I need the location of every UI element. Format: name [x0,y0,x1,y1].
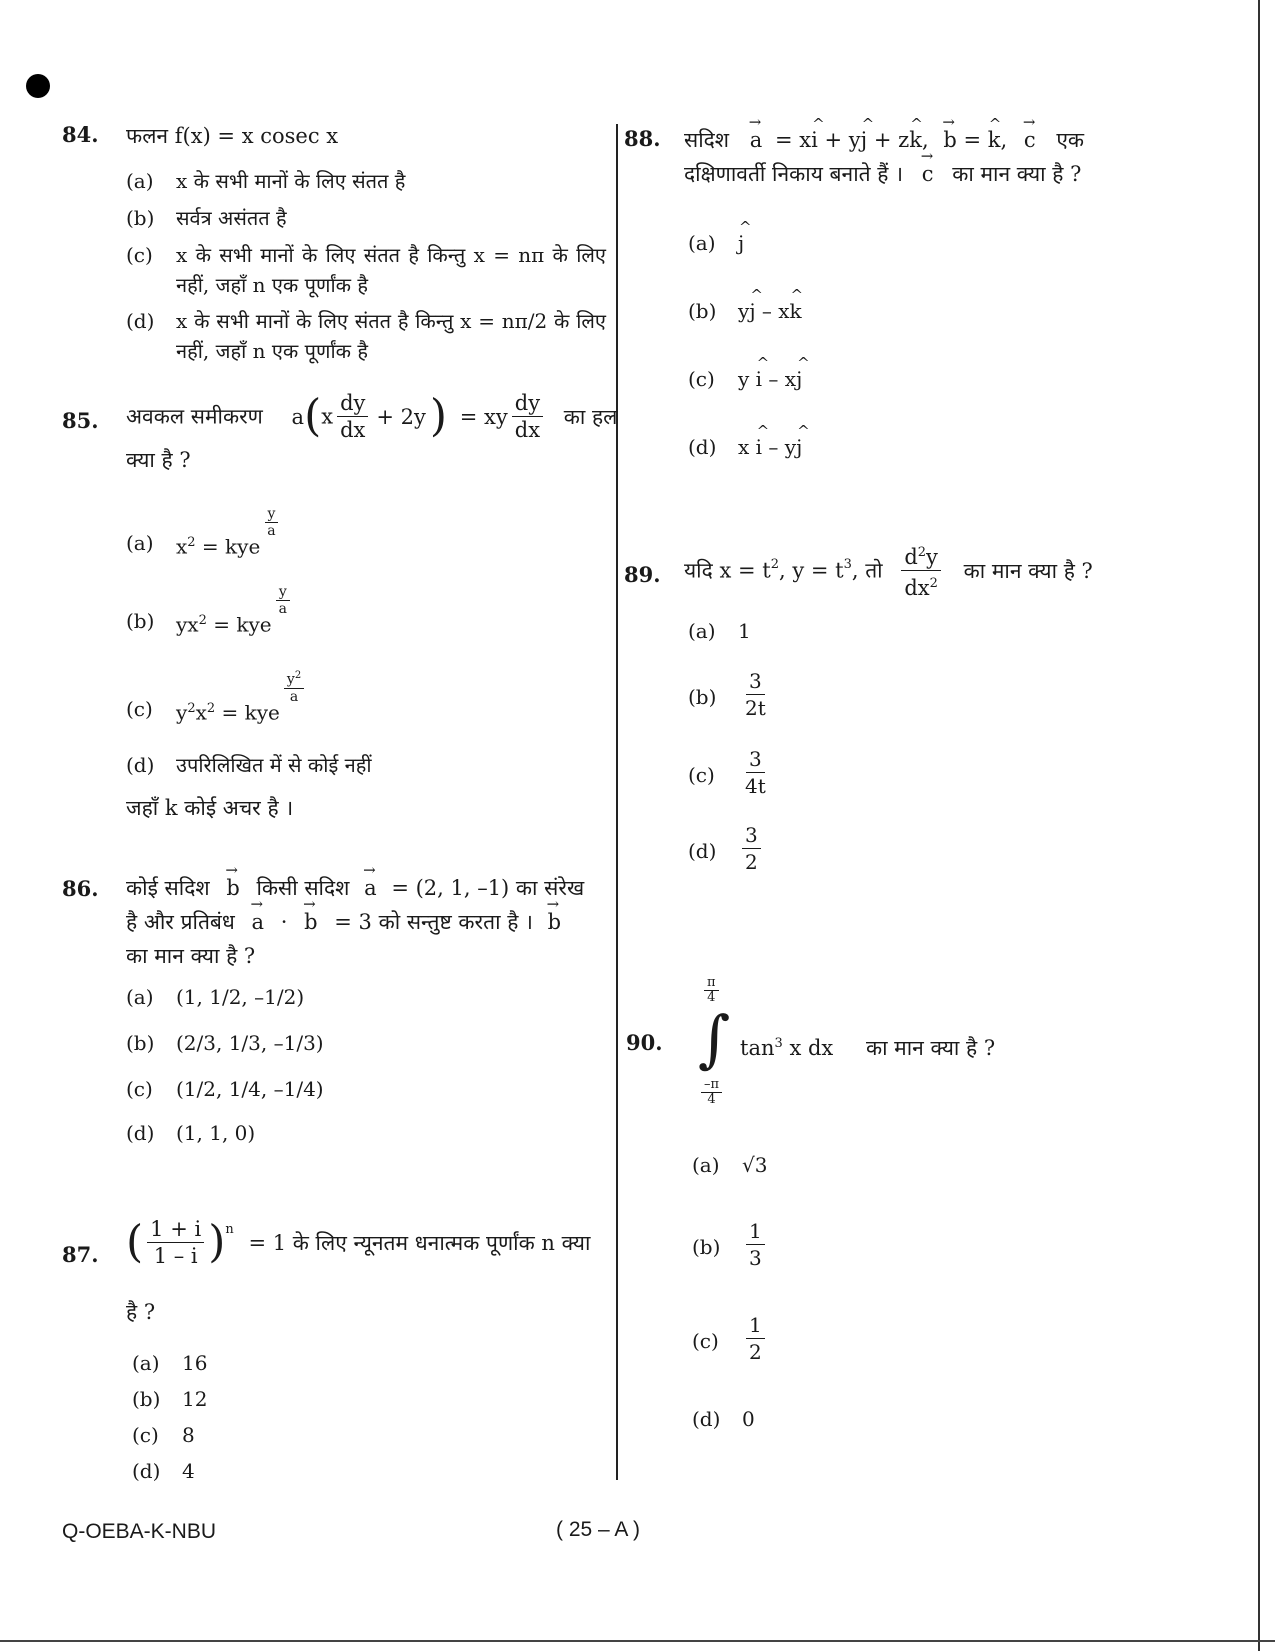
y: y [926,545,938,569]
option-text [742,1218,769,1271]
stem-line-2 [684,158,1244,190]
sup: 3 [774,1036,783,1051]
option-a[interactable] [126,506,586,564]
option-text: √3 [742,1153,768,1177]
text: कोई सदिश [126,876,210,900]
lhs: yx [176,612,199,637]
frac-num: y [276,584,290,601]
frac-num-sup: 2 [294,670,302,681]
text: tan [740,1036,775,1060]
page-number: ( 25 – A ) [556,1518,641,1541]
option-label: (d) [132,1459,161,1483]
question-number: 87. [62,1242,99,1267]
frac-den: 2t [745,696,766,720]
unit-vector: ^ i [756,432,762,462]
option-text: उपरिलिखित में से कोई नहीं [176,753,372,777]
vector-c: → c [922,158,934,190]
text: का मान क्या है ? [963,558,1093,583]
text: सदिश [684,128,730,152]
option-text: 1 [738,619,751,643]
question-stem: फलन f(x) = x cosec x [126,124,339,148]
frac-num: 3 [742,822,761,849]
option-label: (c) [126,1077,153,1101]
option-text: (1, 1, 0) [176,1121,256,1145]
question-number: 85. [62,408,99,433]
unit-j: ^ j [861,124,868,156]
option-text [176,506,283,562]
option-text [738,228,744,258]
option-label: (b) [132,1387,161,1411]
dy-dx-fraction [337,390,368,443]
rhs: = kye [213,612,272,637]
option-label: (a) [126,985,154,1009]
option-text [738,296,802,326]
option-label: (d) [126,753,155,777]
option-c[interactable] [126,240,606,300]
option-label: (c) [688,367,715,391]
rhs: = kye [221,700,280,725]
unit-vector: ^ j [749,296,755,326]
option-c[interactable] [126,670,586,730]
question-number: 88. [624,126,661,151]
question-number: 90. [626,1030,663,1055]
option-label: (b) [126,206,155,230]
stem-suffix: का हल [563,404,618,429]
frac-num: 1 [746,1312,765,1339]
text: एक [1056,128,1085,152]
lhs-sup: 2 [187,535,196,550]
option-text: 12 [182,1387,208,1411]
exponent-fraction [284,668,304,705]
option-label: (c) [132,1423,159,1447]
option-text [738,432,802,462]
option-d[interactable] [688,822,988,882]
text: + z [873,128,910,152]
term: – x [755,299,790,323]
option-text [738,746,773,799]
unit-vector: ^ i [756,364,762,394]
vector-b: → b [226,872,239,904]
option-label: (b) [126,609,155,633]
vector-b: → b [943,124,956,156]
frac-num: y [286,671,295,688]
paren-close: ) [429,390,448,442]
paren-open: ( [304,390,322,442]
sup: 2 [929,576,938,591]
option-text: 8 [182,1423,195,1447]
exponent: n [225,1222,234,1237]
option-label: (a) [126,169,154,193]
complex-fraction [147,1216,204,1269]
frac-den: a [289,688,299,705]
term: x [738,435,756,459]
paren-open: ( [126,1216,144,1268]
question-note: जहाँ k कोई अचर है । [126,796,294,820]
option-label: (b) [126,1031,155,1055]
frac-num: –π [701,1078,722,1093]
option-label: (d) [126,1121,155,1145]
exponent-fraction [264,506,278,539]
upper-limit [704,976,719,1005]
option-c[interactable] [692,1312,992,1372]
frac-num: 3 [746,746,765,773]
unit-k: ^ k [988,124,1001,156]
text: x dx [782,1036,834,1060]
frac-den: a [278,601,287,617]
option-label: (b) [688,299,717,323]
question-stem [684,540,1254,610]
eq-x: x [321,404,334,429]
vector-a: → a [750,124,763,156]
unit-vector: ^ j [796,432,802,462]
option-label: (b) [688,685,717,709]
rhs: = kye [201,534,261,559]
frac-den: dx [514,418,541,442]
option-label: (a) [692,1153,720,1177]
unit-vector: ^ k [790,296,802,326]
integral-sign: ∫ [698,1002,731,1075]
option-text: 4 [182,1459,195,1483]
option-label: (d) [688,839,717,863]
text: दक्षिणावर्ती निकाय बनाते हैं । [684,162,904,186]
option-d[interactable] [126,306,606,366]
term: – y [762,435,797,459]
option-text: x के सभी मानों के लिए संतत है [176,169,406,193]
question-stem [126,1216,616,1288]
option-label: (a) [132,1351,160,1375]
option-b[interactable] [688,668,988,728]
option-label: (a) [126,531,154,555]
fraction [746,1312,765,1365]
frac-num: y [265,506,279,523]
page-border-right [1258,0,1260,1651]
option-b[interactable] [126,584,586,642]
option-label: (c) [688,763,715,787]
frac-den: a [267,523,276,539]
option-text: (2/3, 1/3, –1/3) [176,1031,324,1055]
option-text [738,364,802,394]
option-text: x के सभी मानों के लिए संतत है किन्तु x = nπ/2 के लिए नहीं, जहाँ n एक पूर्णांक है [176,309,606,363]
stem-line-1 [684,124,1244,156]
option-label: (c) [126,243,153,267]
frac-den: 2 [749,1340,762,1364]
vector-a: → a [364,872,377,904]
vector-c: → c [1024,124,1036,156]
lhs2: x [195,700,207,725]
option-label: (c) [692,1329,719,1353]
stem-prefix: अवकल समीकरण [126,404,263,429]
option-label: (d) [692,1407,721,1431]
dot-operator: · [280,910,288,934]
sup: 3 [843,557,852,572]
frac-den: 2 [745,850,758,874]
stem-text: का मान क्या है ? [865,1036,996,1060]
vector-b: → b [304,906,317,938]
stem-line-2: है ? [126,1300,156,1324]
stem-line-2: क्या है ? [126,448,191,472]
text: किसी सदिश [256,876,350,900]
option-b[interactable] [692,1218,992,1278]
unit-vector: ^ j [738,228,744,258]
question-number: 89. [624,562,661,587]
frac-den: 4 [707,1092,716,1107]
stem-line-2 [126,906,616,938]
vector-b: → b [548,906,561,938]
term: y [738,367,756,391]
question-number: 86. [62,876,99,901]
option-text [176,670,308,728]
option-text: 0 [742,1407,755,1431]
comma: , [1000,128,1008,152]
d: d [904,545,918,569]
lhs-sup: 2 [198,613,207,628]
frac-den: dx [340,418,366,442]
option-label: (a) [688,231,716,255]
lhs2-sup: 2 [206,701,216,716]
option-text: (1/2, 1/4, –1/4) [176,1077,324,1101]
question-number: 84. [62,122,99,147]
frac-num: dy [337,390,368,417]
text: , y = t [778,558,844,583]
paren-close: ) [208,1216,226,1268]
unit-k: ^ k [909,124,922,156]
second-derivative-fraction [901,540,941,601]
option-text: सर्वत्र असंतत है [176,206,287,230]
stem-line-3: का मान क्या है ? [126,944,256,968]
lower-limit [701,1078,722,1107]
sup: 2 [917,545,927,560]
fraction [742,668,769,721]
option-text: 16 [182,1351,208,1375]
paper-code: Q-OEBA-K-NBU [62,1520,217,1543]
option-text: (1, 1/2, –1/2) [176,985,305,1009]
eq-a: a [291,404,305,429]
fraction [742,746,769,799]
option-label: (b) [692,1235,721,1259]
option-c[interactable] [688,746,988,806]
lhs: y [176,700,188,725]
stem-text: = 1 के लिए न्यूनतम धनात्मक पूर्णांक n क्या [248,1230,591,1255]
comma: , [921,128,929,152]
text: = x [774,128,812,152]
stem-line-1 [126,872,616,904]
frac-num: 1 [746,1218,765,1245]
integrand [740,1028,995,1064]
text: है और प्रतिबंध [126,910,235,934]
dy-dx-fraction-rhs [512,390,543,443]
lhs: x [176,534,188,559]
text: , तो [851,558,883,583]
option-label: (a) [688,619,716,643]
column-divider [616,124,618,1480]
frac-den: 1 – i [153,1244,198,1268]
unit-vector: ^ j [796,364,802,394]
eq-equals: = xy [459,404,508,429]
binder-hole-mark [26,74,50,98]
option-label: (d) [126,309,155,333]
text: यदि x = t [684,558,771,583]
lhs-sup: 2 [187,701,196,716]
fraction [742,822,761,875]
question-stem [126,390,616,460]
term: – x [762,367,797,391]
option-text: x के सभी मानों के लिए संतत है किन्तु x = nπ के लिए नहीं, जहाँ n एक पूर्णांक है [176,243,606,297]
sup: 2 [770,557,779,572]
option-text [738,822,765,875]
text: + y [824,128,861,152]
text: = 3 को सन्तुष्ट करता है । [334,910,533,934]
frac-den: 3 [749,1246,762,1270]
option-label: (d) [688,435,717,459]
option-label: (c) [126,697,153,721]
frac-num: π [704,976,719,991]
option-text [738,668,773,721]
unit-i: ^ i [811,124,818,156]
dx: dx [904,576,930,600]
exponent-fraction [276,584,290,617]
frac-num: 3 [746,668,765,695]
fraction [746,1218,765,1271]
text: का मान क्या है ? [952,162,1082,186]
text: = [963,128,982,152]
eq-plus: + 2y [376,404,426,429]
text: = (2, 1, –1) का संरेख [391,876,585,900]
option-text [742,1312,769,1365]
frac-den: 4 [707,990,716,1005]
term: y [738,299,750,323]
frac-den: 4t [745,774,766,798]
page-border-bottom [0,1640,1275,1642]
option-text [176,584,294,640]
frac-num: dy [512,390,543,417]
vector-a: → a [252,906,265,938]
frac-num: 1 + i [147,1216,204,1243]
